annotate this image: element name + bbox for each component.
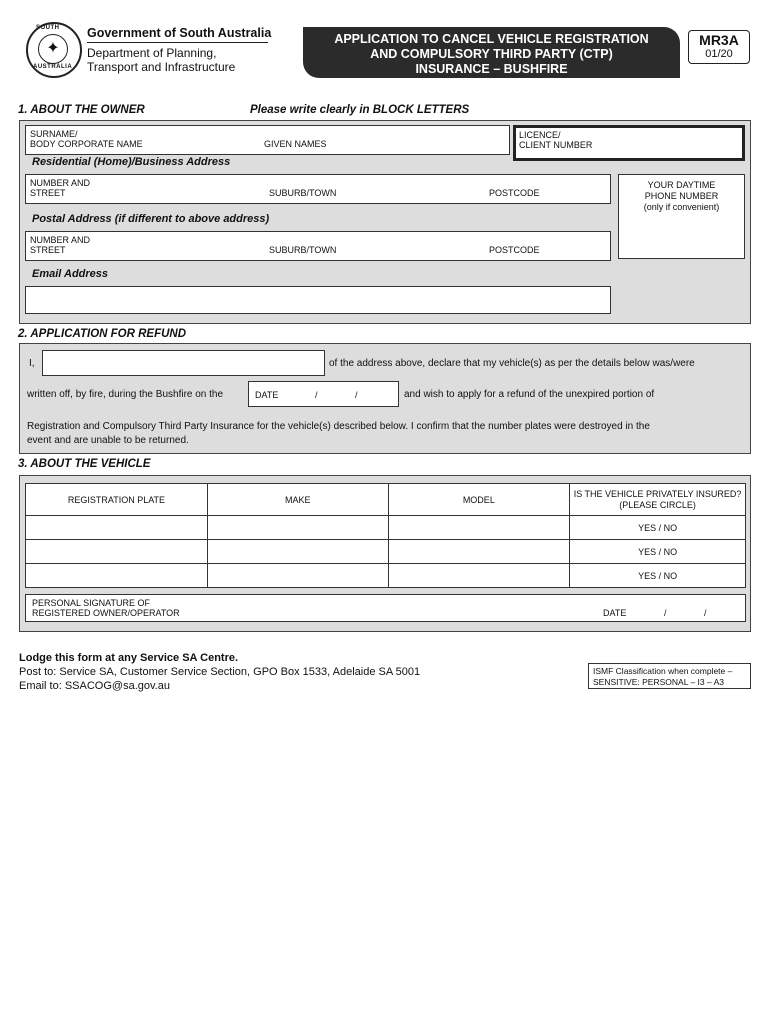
vehicle-table [25, 483, 746, 588]
table-row [26, 540, 746, 564]
postal-instruction: Post to: Service SA, Customer Service Section, GPO Box 1533, Adelaide SA 5001 [19, 666, 421, 678]
table-row [26, 516, 746, 540]
make-cell[interactable] [207, 540, 388, 564]
licence-number-field[interactable] [513, 125, 745, 161]
model-cell[interactable] [388, 540, 570, 564]
email-field[interactable] [25, 286, 611, 314]
confirmation-line-1: Registration and Compulsory Third Party Insurance for the vehicle(s) described below. I confirm that the number plates were destroyed in the [27, 421, 650, 432]
postal-number-street-label-1: NUMBER AND [30, 235, 91, 245]
section-2-heading: 2. APPLICATION FOR REFUND [18, 328, 187, 340]
header-divider [87, 42, 268, 43]
column-registration-plate: REGISTRATION PLATE [26, 484, 208, 516]
signature-field[interactable] [25, 594, 746, 622]
declare-text: of the address above, declare that my vehicle(s) as per the details below was/were [329, 358, 695, 369]
declarant-name-field[interactable] [42, 350, 325, 376]
number-street-label-2: STREET [30, 188, 66, 198]
surname-label-1: SURNAME/ [30, 129, 78, 139]
form-code: MR3A [699, 32, 739, 48]
refund-wish-text: and wish to apply for a refund of the unexpired portion of [404, 389, 655, 400]
bushfire-date-label: DATE [255, 390, 279, 400]
make-cell[interactable] [207, 564, 388, 588]
column-privately-insured [570, 484, 746, 516]
insured-header-line-2: (PLEASE CIRCLE) [619, 499, 696, 510]
column-make: MAKE [207, 484, 388, 516]
signature-label-2: REGISTERED OWNER/OPERATOR [32, 608, 180, 618]
seal-bottom-text: AUSTRALIA [33, 64, 73, 70]
residential-address-heading: Residential (Home)/Business Address [32, 156, 231, 168]
licence-label-1: LICENCE/ [519, 130, 561, 140]
column-model: MODEL [388, 484, 570, 516]
written-off-text: written off, by fire, during the Bushfire on the [27, 389, 224, 400]
piping-shrike-icon: ✦ [38, 34, 68, 64]
government-seal-logo [26, 22, 82, 78]
suburb-label: SUBURB/TOWN [269, 188, 337, 198]
vehicle-table-header [26, 484, 746, 516]
department-line-1: Department of Planning, [87, 46, 217, 60]
given-names-label: GIVEN NAMES [264, 139, 327, 149]
title-line-3: INSURANCE – BUSHFIRE [415, 62, 568, 76]
table-row [26, 564, 746, 588]
date-slash-2: / [355, 390, 358, 400]
signature-date-slash-1: / [664, 608, 667, 618]
insured-yes-no-cell[interactable]: YES / NO [570, 540, 746, 564]
email-instruction: Email to: SSACOG@sa.gov.au [19, 680, 170, 692]
form-title [303, 27, 680, 78]
title-line-1: APPLICATION TO CANCEL VEHICLE REGISTRATION [334, 32, 649, 46]
insured-header-line-1: IS THE VEHICLE PRIVATELY INSURED? [573, 488, 742, 499]
make-cell[interactable] [207, 516, 388, 540]
date-slash-1: / [315, 390, 318, 400]
licence-label-2: CLIENT NUMBER [519, 140, 593, 150]
registration-plate-cell[interactable] [26, 564, 208, 588]
section-1-heading: 1. ABOUT THE OWNER [18, 104, 145, 116]
seal-top-text: SOUTH [36, 25, 60, 31]
form-version: 01/20 [705, 48, 733, 60]
phone-label-3: (only if convenient) [643, 202, 720, 212]
phone-number-field[interactable] [618, 174, 745, 259]
registration-plate-cell[interactable] [26, 540, 208, 564]
model-cell[interactable] [388, 516, 570, 540]
signature-label-1: PERSONAL SIGNATURE OF [32, 598, 151, 608]
declarant-prefix: I, [29, 358, 35, 369]
ismf-classification-box [588, 663, 751, 689]
department-line-2: Transport and Infrastructure [87, 60, 236, 74]
ismf-line-2: SENSITIVE: PERSONAL – I3 – A3 [593, 677, 725, 687]
ismf-line-1: ISMF Classification when complete – [593, 666, 733, 676]
postal-address-heading: Postal Address (if different to above address) [32, 213, 270, 225]
postcode-label: POSTCODE [489, 188, 540, 198]
registration-plate-cell[interactable] [26, 516, 208, 540]
form-code-box [688, 30, 750, 64]
email-heading: Email Address [32, 268, 109, 280]
government-name: Government of South Australia [87, 26, 272, 40]
number-street-label-1: NUMBER AND [30, 178, 91, 188]
lodge-instruction: Lodge this form at any Service SA Centre. [19, 652, 239, 664]
insured-yes-no-cell[interactable]: YES / NO [570, 516, 746, 540]
confirmation-line-2: event and are unable to be returned. [27, 435, 189, 446]
model-cell[interactable] [388, 564, 570, 588]
phone-label-1: YOUR DAYTIME [647, 180, 716, 190]
bushfire-date-field[interactable] [248, 381, 399, 407]
surname-field[interactable] [25, 125, 510, 155]
insured-yes-no-cell[interactable]: YES / NO [570, 564, 746, 588]
block-letters-instruction: Please write clearly in BLOCK LETTERS [250, 104, 470, 116]
title-line-2: AND COMPULSORY THIRD PARTY (CTP) [370, 47, 613, 61]
surname-label-2: BODY CORPORATE NAME [30, 139, 143, 149]
postal-address-field[interactable] [25, 231, 611, 261]
signature-date-slash-2: / [704, 608, 707, 618]
postal-suburb-label: SUBURB/TOWN [269, 245, 337, 255]
phone-label-2: PHONE NUMBER [644, 191, 719, 201]
section-3-heading: 3. ABOUT THE VEHICLE [18, 458, 151, 470]
signature-date-label: DATE [603, 608, 627, 618]
postal-number-street-label-2: STREET [30, 245, 66, 255]
postal-postcode-label: POSTCODE [489, 245, 540, 255]
residential-address-field[interactable] [25, 174, 611, 204]
